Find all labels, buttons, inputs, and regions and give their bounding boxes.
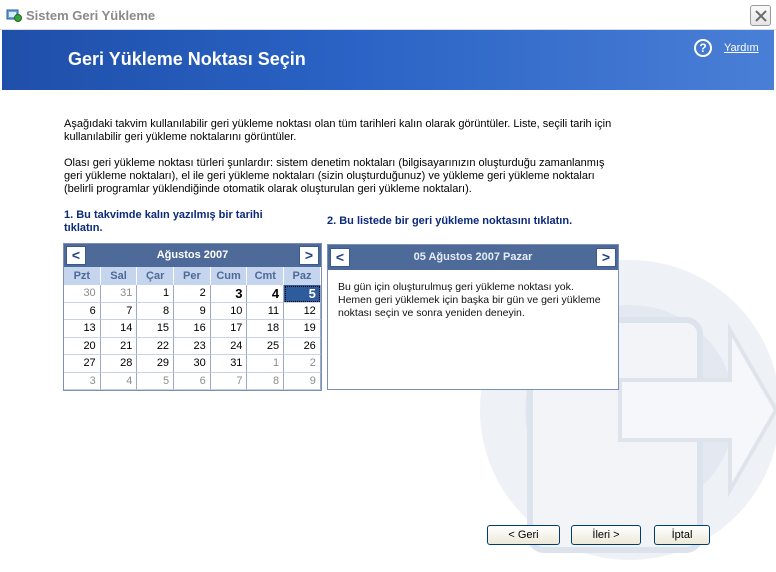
calendar-day[interactable]: 9 [284,373,321,391]
calendar-day[interactable]: 31 [211,355,248,373]
help-icon[interactable]: ? [694,39,712,57]
calendar-day[interactable]: 25 [247,338,284,356]
calendar-day[interactable]: 1 [137,285,174,303]
calendar-day[interactable]: 30 [174,355,211,373]
calendar-day[interactable]: 27 [64,355,101,373]
calendar-day[interactable]: 18 [247,320,284,338]
restore-list-header [328,245,618,270]
calendar-day[interactable]: 22 [137,338,174,356]
calendar-prev-button[interactable]: < [66,246,86,265]
calendar-day[interactable]: 13 [64,320,101,338]
close-icon [755,10,767,22]
calendar-weekday: Pzt [64,267,101,285]
back-button[interactable]: < Geri [487,525,560,545]
calendar-weekday-row [64,267,321,285]
calendar-weekday: Çar [137,267,174,285]
step2-label: 2. Bu listede bir geri yükleme noktasını tıklatın. [327,215,573,227]
calendar-day[interactable]: 3 [64,373,101,391]
calendar-day[interactable]: 24 [211,338,248,356]
calendar-day[interactable]: 16 [174,320,211,338]
calendar-day[interactable]: 23 [174,338,211,356]
calendar-day[interactable]: 15 [137,320,174,338]
restore-list-date: 05 Ağustos 2007 Pazar [413,251,533,263]
calendar-week-row [64,303,321,321]
window-title: Sistem Geri Yükleme [26,8,156,23]
help-link[interactable]: Yardım [724,42,759,54]
title-bar [0,0,776,30]
restore-list-message: Bu gün için oluşturulmuş geri yükleme noktası yok. Hemen geri yüklemek için başka bir gün ve geri yükleme noktası seçin ve sonra yeniden deneyin. [338,281,601,319]
calendar-day[interactable]: 7 [101,303,138,321]
restore-list-next-button[interactable]: > [596,248,616,267]
calendar-day[interactable]: 20 [64,338,101,356]
calendar-day[interactable]: 4 [101,373,138,391]
calendar-weekday: Per [174,267,211,285]
intro-paragraph-2: Olası geri yükleme noktası türleri şunlardır: sistem denetim noktaları (bilgisayarınızın oluşturduğu zamanlanmış geri yükleme noktaları), el ile geri yükleme noktaları (sizin oluşturduğunuz) ve yükleme geri yükleme noktaları (belirli programlar yüklendiğinde otomatik olarak oluşturulan geri yükleme noktaları). [64,157,605,195]
calendar-day[interactable]: 11 [247,303,284,321]
calendar-day[interactable]: 10 [211,303,248,321]
intro-paragraph-1: Aşağıdaki takvim kullanılabilir geri yükleme noktası olan tüm tarihleri kalın olarak görüntüler. Liste, seçili tarih için kullanılabilir geri yükleme noktalarını görüntüler. [64,118,612,143]
calendar-week-row [64,355,321,373]
calendar-day[interactable]: 6 [64,303,101,321]
calendar-day[interactable]: 28 [101,355,138,373]
close-button[interactable] [750,5,771,26]
calendar-day[interactable]: 30 [64,285,101,303]
calendar-day-selected[interactable]: 5 [284,285,321,303]
calendar-day[interactable]: 21 [101,338,138,356]
calendar-day[interactable]: 14 [101,320,138,338]
calendar-day[interactable]: 31 [101,285,138,303]
calendar-week-row [64,320,321,338]
calendar-next-button[interactable]: > [299,246,319,265]
calendar-day[interactable]: 4 [247,285,284,303]
calendar-weekday: Sal [101,267,138,285]
restore-list-prev-button[interactable]: < [330,248,350,267]
calendar-day[interactable]: 19 [284,320,321,338]
calendar-day[interactable]: 7 [211,373,248,391]
next-button[interactable]: İleri > [571,525,641,545]
calendar-weekday: Cum [211,267,248,285]
calendar-week-row [64,373,321,391]
cancel-button[interactable]: İptal [654,525,710,545]
calendar-day[interactable]: 9 [174,303,211,321]
calendar-day[interactable]: 8 [247,373,284,391]
calendar-day[interactable]: 2 [284,355,321,373]
page-title: Geri Yükleme Noktası Seçin [68,49,306,69]
calendar-day[interactable]: 8 [137,303,174,321]
calendar-header [64,244,321,267]
calendar-weekday: Paz [284,267,321,285]
calendar-day[interactable]: 12 [284,303,321,321]
calendar-day[interactable]: 1 [247,355,284,373]
calendar-week-row [64,338,321,356]
calendar-day[interactable]: 29 [137,355,174,373]
calendar-weekday: Cmt [247,267,284,285]
calendar-grid [64,285,321,390]
calendar-day[interactable]: 5 [137,373,174,391]
restore-point-list[interactable] [327,244,619,390]
calendar-month: Ağustos 2007 [156,249,229,261]
calendar-day[interactable]: 6 [174,373,211,391]
calendar-day[interactable]: 17 [211,320,248,338]
system-restore-icon [6,8,22,22]
calendar-day[interactable]: 3 [211,285,248,303]
header-banner [2,30,774,90]
calendar-week-row [64,285,321,303]
step1-label: 1. Bu takvimde kalın yazılmış bir tarihi tıklatın. [64,209,263,234]
calendar-day[interactable]: 2 [174,285,211,303]
calendar [63,243,322,391]
calendar-day[interactable]: 26 [284,338,321,356]
